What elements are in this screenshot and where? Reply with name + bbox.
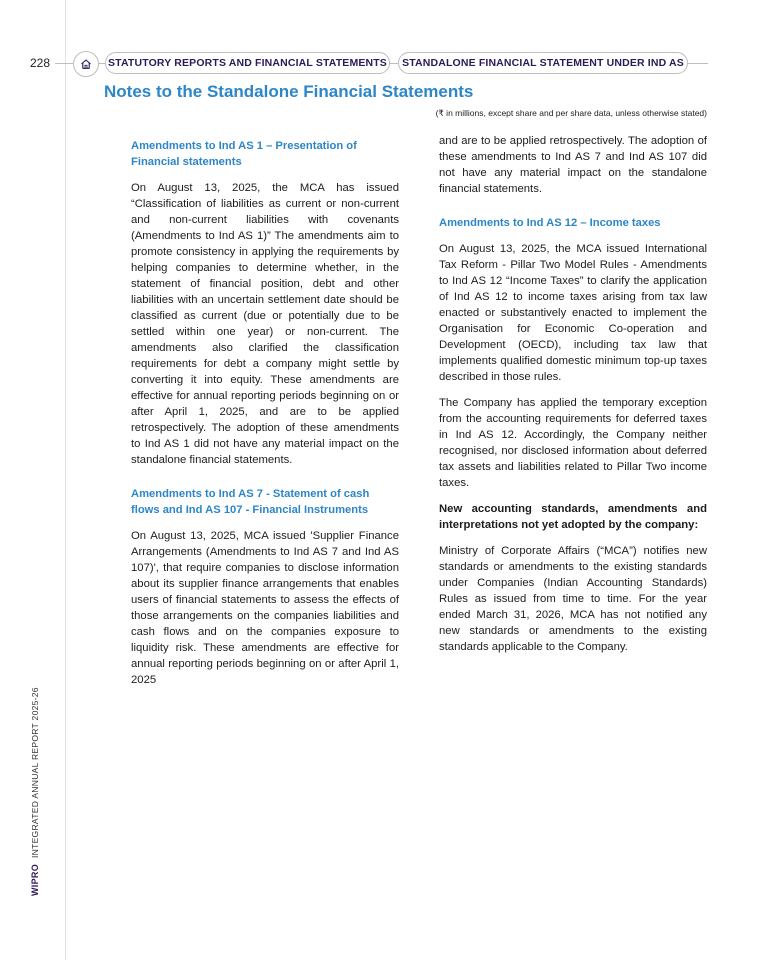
header-connector-line (55, 63, 73, 64)
section-heading: Amendments to Ind AS 1 – Presentation of Financial statements (131, 140, 357, 168)
header-connector-line (688, 63, 708, 64)
units-note: (₹ in millions, except share and per share data, unless otherwise stated) (435, 108, 707, 118)
paragraph: and are to be applied retrospectively. The adoption of these amendments to Ind AS 7 and Ind AS 107 did not have any material impact on the standalone financial statements. (439, 135, 707, 195)
paragraph: On August 13, 2025, the MCA issued International Tax Reform - Pillar Two Model Rules - Amendments to Ind AS 12 “Income Taxes” to clarify the application of Ind AS 12 to income taxes arising from tax law enacted or substantively enacted to implement the Organisation for Economic Co-operation and Development (OECD), including tax law that implements qualified domestic minimum top-up taxes described in those rules. (439, 243, 707, 383)
left-column (131, 138, 399, 698)
page-title: Notes to the Standalone Financial Statements (104, 82, 474, 101)
paragraph: On August 13, 2025, the MCA has issued “Classification of liabilities as current or non-current and non-current liabilities with covenants (Amendments to Ind AS 1)” The amendments aim to promote consistency in applying the requirements by helping companies to determine whether, in the statement of financial position, debt and other liabilities with an uncertain settlement date should be classified as current (due or potentially due to be settled within one year) or non-current. The amendments also clarified the classification requirements for debt a company might settle by converting it into equity. These amendments are effective for annual reporting periods beginning on or after April 1, 2025, and are to be applied retrospectively. The adoption of these amendments to Ind AS 1 did not have any material impact on the standalone financial statements. (131, 182, 399, 466)
paragraph: The Company has applied the temporary exception from the accounting requirements for deferred taxes in Ind AS 12. Accordingly, the Company neither recognised, nor disclosed information about deferred tax assets and liabilities related to Pillar Two income taxes. (439, 397, 707, 489)
paragraph: On August 13, 2025, MCA issued 'Supplier Finance Arrangements (Amendments to Ind AS 7 and Ind AS 107)', that require companies to disclose information about its supplier finance arrangements that enables users of financial statements to assess the effects of those arrangements on the companies liabilities and cash flows and on the companies exposure to liquidity risk. These amendments are effective for annual reporting periods beginning on or after April 1, 2025 (131, 530, 399, 686)
home-button[interactable] (73, 51, 99, 77)
paragraph: Ministry of Corporate Affairs (“MCA”) notifies new standards or amendments to the existing standards under Companies (Indian Accounting Standards) Rules as issued from time to time. For the year ended March 31, 2026, MCA has not notified any new standards or amendments to the existing standards applicable to the Company. (439, 545, 707, 653)
brand-logo-text: WIPRO (30, 864, 40, 896)
report-name: INTEGRATED ANNUAL REPORT 2025-26 (30, 687, 40, 858)
section-heading: Amendments to Ind AS 7 - Statement of cash flows and Ind AS 107 - Financial Instruments (131, 488, 370, 516)
header-connector-line (390, 63, 398, 64)
tab-statutory-reports[interactable]: STATUTORY REPORTS AND FINANCIAL STATEMENTS (105, 52, 390, 74)
subsection-heading: New accounting standards, amendments and interpretations not yet adopted by the company: (439, 503, 707, 531)
section-heading: Amendments to Ind AS 12 – Income taxes (439, 217, 661, 229)
right-column (439, 133, 707, 665)
tab-standalone-financial-statement[interactable]: STANDALONE FINANCIAL STATEMENT UNDER IND AS (398, 52, 688, 74)
home-icon (80, 58, 92, 70)
report-sidebar-label (30, 687, 40, 896)
margin-rule (65, 0, 66, 960)
page-number: 228 (30, 56, 51, 70)
